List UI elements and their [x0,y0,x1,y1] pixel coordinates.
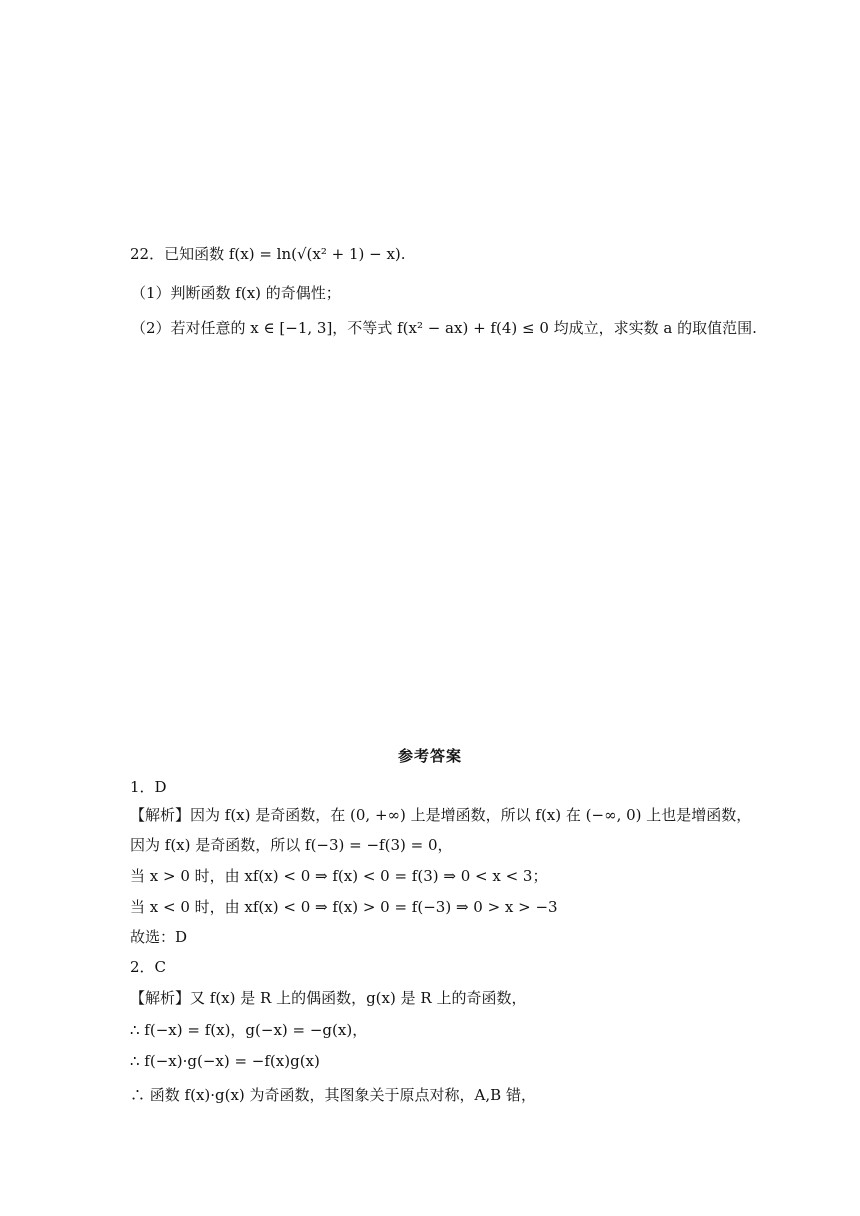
answer-1-line-5: 故选：D [130,928,188,946]
question-22-part-2: （2）若对任意的 x ∈ [−1, 3]，不等式 f(x² − ax) + f(4) ≤ 0 均成立，求实数 a 的取值范围. [131,319,757,337]
answers-heading: 参考答案 [397,747,462,765]
answer-2-line-1: 【解析】又 f(x) 是 R 上的偶函数，g(x) 是 R 上的奇函数， [130,989,527,1007]
answer-1-line-3: 当 x > 0 时，由 xf(x) < 0 ⇒ f(x) < 0 = f(3) ⇒ 0 < x < 3； [130,867,548,885]
answer-1-line-2: 因为 f(x) 是奇函数，所以 f(−3) = −f(3) = 0， [130,836,453,854]
answer-2-line-3: ∴ f(−x)·g(−x) = −f(x)g(x) [130,1052,320,1070]
answer-1-line-1: 【解析】因为 f(x) 是奇函数，在 (0, +∞) 上是增函数，所以 f(x) 在 (−∞, 0) 上也是增函数， [130,806,752,824]
question-22: 22．已知函数 f(x) = ln(√(x² + 1) − x). [130,245,406,263]
answer-2-line-2: ∴ f(−x) = f(x)，g(−x) = −g(x)， [130,1021,368,1039]
answer-2-line-4: ∴ 函数 f(x)·g(x) 为奇函数，其图象关于原点对称，A,B 错， [130,1086,536,1104]
answer-1-label: 1．D [130,778,167,796]
question-22-part-1: （1）判断函数 f(x) 的奇偶性； [131,284,341,302]
answer-1-line-4: 当 x < 0 时，由 xf(x) < 0 ⇒ f(x) > 0 = f(−3) ⇒ 0 > x > −3 [130,898,558,916]
answer-2-label: 2．C [130,958,167,976]
